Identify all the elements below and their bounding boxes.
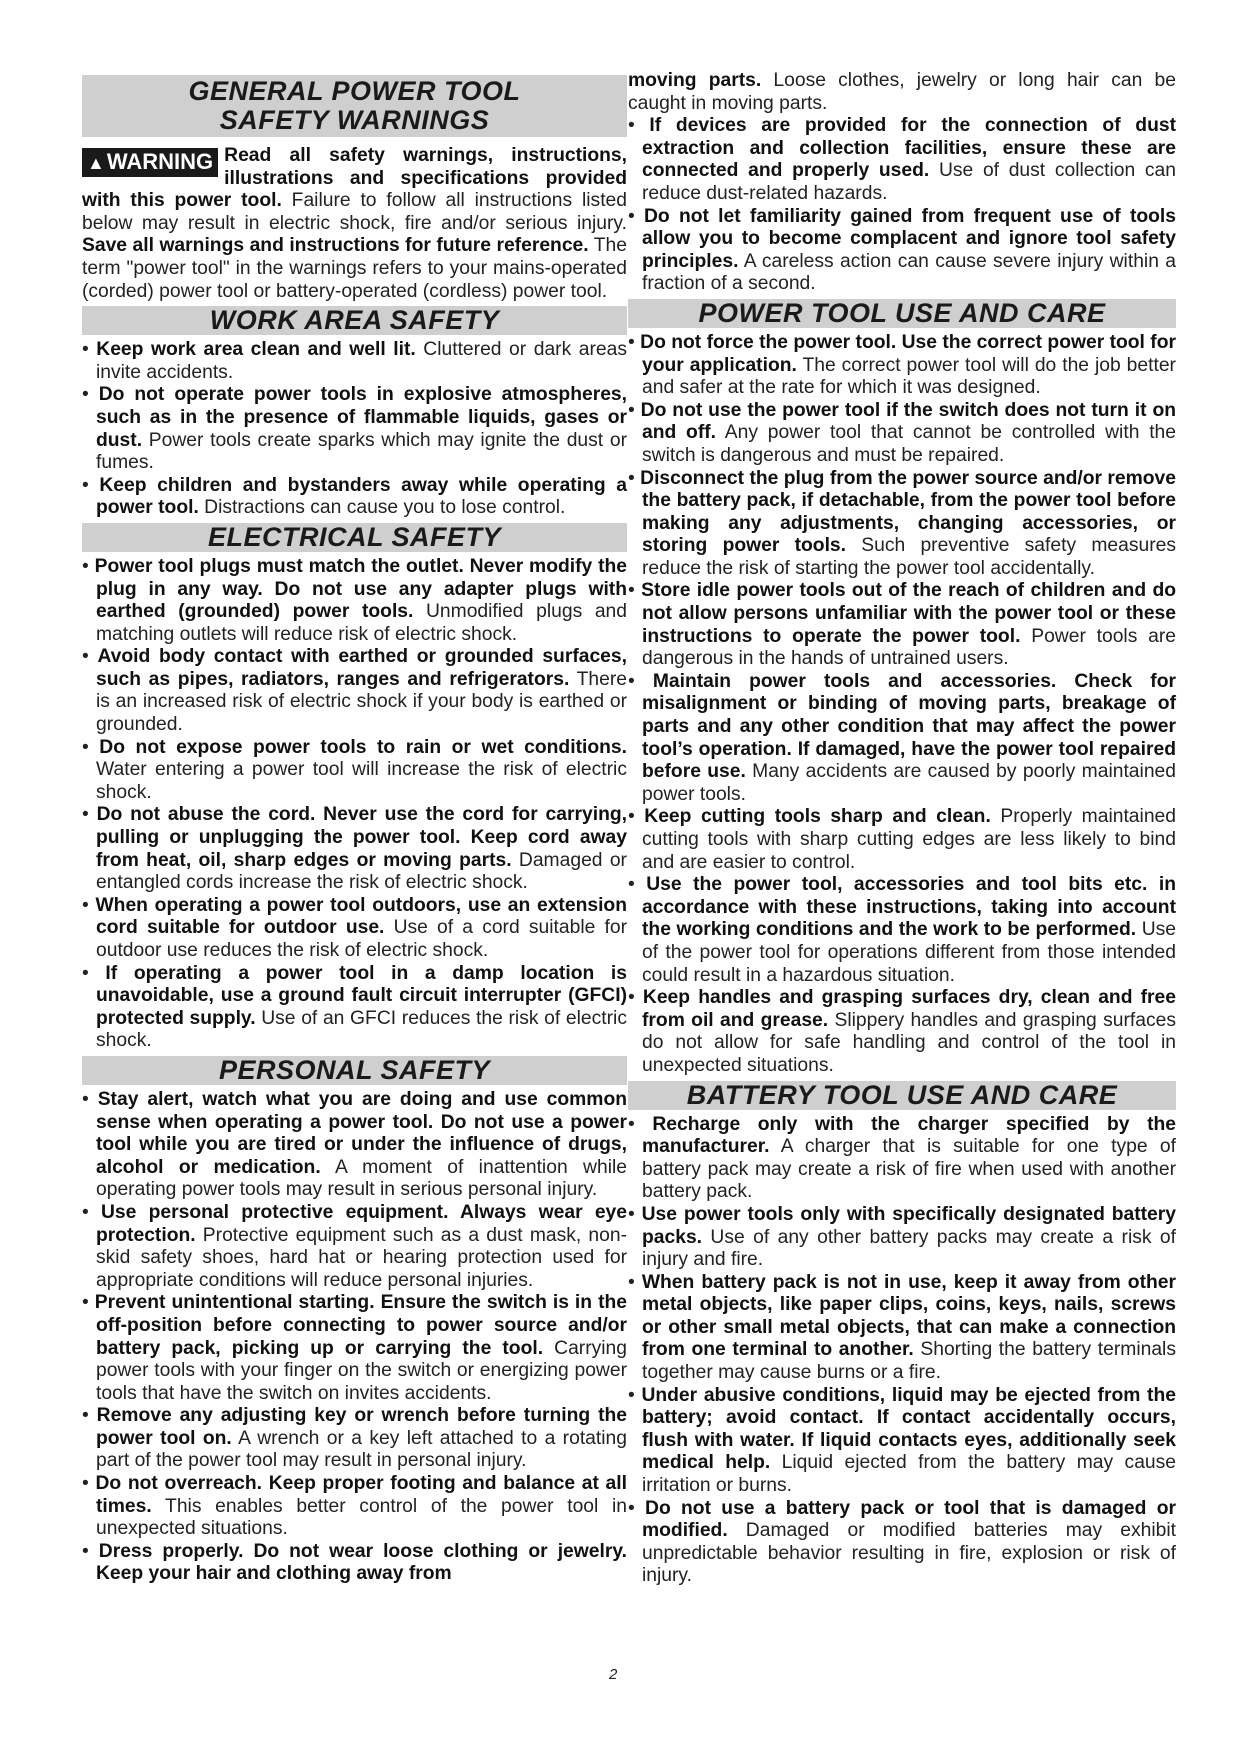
bullet-bold-text: Do not let familiarity gained from frequent use of tools allow you to become complacent and ignore tool safety principles. [642, 205, 1176, 272]
bullet-item [82, 1473, 627, 1541]
general-title-line-2: SAFETY WARNINGS [219, 105, 490, 135]
bullet-text: Shorting the battery terminals together may cause burns or a fire. [642, 1339, 1176, 1384]
bullet-text: Any power tool that cannot be controlled with the switch is dangerous and must be repaired. [642, 422, 1176, 466]
bullet-text: Protective equipment such as a dust mask, non-skid safety shoes, hard hat or hearing protection used for appropriate conditions will reduce personal injuries. [96, 1224, 627, 1291]
bullet-text: A careless action can cause severe injury within a fraction of a second. [642, 250, 1176, 295]
general-title-line-1: GENERAL POWER TOOL [188, 76, 521, 106]
bullet-bold-text: Do not use a battery pack or tool that is damaged or modified. [642, 1497, 1177, 1542]
bullet-text: The correct power tool will do the job better and safer at the rate for which it was designed. [642, 354, 1176, 399]
personal-list [82, 1089, 627, 1586]
bullet-dot-icon: • [628, 467, 641, 489]
bullet-bold-text: Do not force the power tool. Use the correct power tool for your application. [640, 331, 1176, 376]
bullet-text: Unmodified plugs and matching outlets will reduce risk of electric shock. [96, 601, 627, 645]
bullet-text: Use of a cord suitable for outdoor use reduces the risk of electric shock. [96, 917, 627, 961]
bullet-bold-text: When battery pack is not in use, keep it away from other metal objects, like paper clips, coins, keys, nails, screws or other small metal objects, that can make a connection from one terminal to another. [641, 1271, 1177, 1361]
bullet-text: Many accidents are caused by poorly maintained power tools. [642, 761, 1176, 805]
battery-tool-use-banner: BATTERY TOOL USE AND CARE [628, 1081, 1176, 1110]
bullet-bold-text: Maintain power tools and accessories. Check for misalignment or binding of moving parts, breakage of parts and any other condition that may affect the power tool’s operation. If damaged, have the power tool repaired before use. [642, 670, 1177, 783]
bullet-dot-icon: • [628, 1113, 653, 1135]
bullet-item [628, 1204, 1176, 1272]
bullet-item [628, 1498, 1176, 1588]
bullet-text: Use of the power tool for operations different from those intended could result in a hazardous situation. [642, 919, 1176, 986]
bullet-bold-text: Dress properly. Do not wear loose clothing or jewelry. Keep your hair and clothing away from [96, 1540, 628, 1585]
bullet-dot-icon: • [628, 1497, 646, 1519]
bullet-text: Use of an GFCI reduces the risk of electric shock. [96, 1007, 627, 1052]
bullet-text: A charger that is suitable for one type of battery pack may create a risk of fire when used with another battery pack. [642, 1136, 1176, 1203]
bullet-item [82, 1541, 627, 1586]
bullet-dot-icon: • [82, 1292, 95, 1314]
bullet-dot-icon: • [628, 987, 643, 1009]
bullet-item [82, 963, 627, 1053]
power-tool-use-banner: POWER TOOL USE AND CARE [628, 299, 1176, 328]
bullet-item [628, 332, 1176, 400]
bullet-dot-icon: • [628, 874, 647, 896]
bullet-dot-icon: • [82, 474, 100, 496]
warning-badge: ▲WARNING [82, 148, 218, 177]
work-area-banner: WORK AREA SAFETY [82, 306, 627, 335]
bullet-dot-icon: • [82, 962, 106, 984]
bullet-bold-text: Remove any adjusting key or wrench before turning the power tool on. [96, 1405, 628, 1449]
bullet-dot-icon: • [82, 736, 100, 758]
bullet-dot-icon: • [628, 1384, 642, 1406]
bullet-dot-icon: • [82, 1473, 96, 1495]
bullet-dot-icon: • [82, 804, 97, 826]
bullet-dot-icon: • [628, 115, 650, 137]
bullet-text: A moment of inattention while operating power tools may result in serious personal injury. [96, 1156, 627, 1201]
bullet-item [628, 400, 1176, 468]
bullet-dot-icon: • [82, 384, 99, 406]
bullet-bold-text: Use personal protective equipment. Always wear eye protection. [96, 1201, 628, 1246]
bullet-bold-text: Keep work area clean and well lit. [96, 339, 416, 361]
personal-continuation: moving parts. Loose clothes, jewelry or long hair can be caught in moving parts. [628, 70, 1176, 114]
bullet-item [628, 1272, 1176, 1385]
bullet-dot-icon: • [628, 1203, 642, 1225]
bullet-dot-icon: • [628, 1271, 642, 1293]
bullet-text: There is an increased risk of electric shock if your body is earthed or grounded. [96, 668, 627, 736]
bullet-bold-text: Store idle power tools out of the reach of children and do not allow persons unfamiliar with the power tool or these instructions to operate the power tool. [641, 580, 1177, 647]
battery-tool-use-list [628, 1114, 1176, 1588]
bullet-bold-text: Keep children and bystanders away while operating a power tool. [96, 474, 627, 519]
bullet-bold-text: Power tool plugs must match the outlet. Never modify the plug in any way. Do not use any adapter plugs with earthed (grounded) power tools. [94, 555, 628, 623]
bullet-text: This enables better control of the power tool in unexpected situations. [96, 1495, 627, 1540]
bullet-item [82, 737, 627, 805]
personal-banner: PERSONAL SAFETY [82, 1056, 627, 1085]
general-safety-banner [82, 75, 627, 137]
bullet-text: Carrying power tools with your finger on the switch or energizing power tools that have the switch on invites accidents. [96, 1337, 628, 1404]
bullet-item [628, 987, 1176, 1077]
bullet-dot-icon: • [628, 399, 641, 421]
bullet-item [628, 1385, 1176, 1498]
bullet-bold-text: Under abusive conditions, liquid may be ejected from the battery; avoid contact. If contact accidentally occurs, flush with water. If liquid contacts eyes, additionally seek medical help. [641, 1384, 1176, 1474]
left-column [82, 72, 627, 1586]
bullet-dot-icon: • [82, 339, 97, 361]
power-tool-use-list [628, 332, 1176, 1078]
bullet-text: Use of dust collection can reduce dust-related hazards. [642, 160, 1176, 204]
bullet-item [628, 671, 1176, 807]
bullet-bold-text: Stay alert, watch what you are doing and use common sense when operating a power tool. Do not use a power tool while you are tired or under the influence of drugs, alcohol or medication. [96, 1088, 627, 1178]
bullet-bold-text: When operating a power tool outdoors, use an extension cord suitable for outdoor use. [95, 894, 627, 939]
bullet-item [82, 1089, 627, 1202]
bullet-item [82, 895, 627, 963]
warning-bold: Read all safety warnings, instructions, illustrations and specifications provided with this power tool. [82, 145, 627, 212]
work-area-list [82, 339, 627, 520]
bullet-item [82, 1405, 627, 1473]
electrical-list [82, 556, 627, 1053]
bullet-item [82, 646, 627, 736]
bullet-dot-icon: • [628, 205, 644, 227]
bullet-dot-icon: • [628, 331, 641, 353]
bullet-dot-icon: • [82, 555, 95, 577]
bullet-item [628, 206, 1176, 296]
bullet-bold-text: Keep cutting tools sharp and clean. [644, 806, 991, 828]
bullet-item [82, 556, 627, 646]
bullet-bold-text: Prevent unintentional starting. Ensure the switch is in the off-position before connecting to power source and/or battery pack, picking up or carrying the tool. [94, 1292, 627, 1359]
bullet-bold-text: Disconnect the plug from the power source and/or remove the battery pack, if detachable, from the power tool before making any adjustments, changing accessories, or storing power tools. [640, 467, 1177, 557]
bullet-bold-text: If devices are provided for the connection of dust extraction and collection facilities, ensure these are connected and properly used. [642, 115, 1176, 182]
bullet-item [82, 1292, 627, 1405]
bullet-bold-text: Do not abuse the cord. Never use the cord for carrying, pulling or unplugging the power tool. Keep cord away from heat, oil, sharp edges or moving parts. [96, 804, 627, 871]
bullet-text: Damaged or modified batteries may exhibit unpredictable behavior resulting in fire, explosion or risk of injury. [642, 1520, 1176, 1587]
page-number: 2 [609, 1666, 618, 1683]
bullet-text: Cluttered or dark areas invite accidents. [96, 339, 627, 383]
bullet-dot-icon: • [82, 646, 98, 668]
bullet-bold-text: Avoid body contact with earthed or grounded surfaces, such as pipes, radiators, ranges and refrigerators. [96, 646, 627, 690]
bullet-item [82, 804, 627, 894]
bullet-text: Power tools are dangerous in the hands of untrained users. [642, 625, 1176, 670]
bullet-item [82, 1202, 627, 1292]
bullet-item [628, 468, 1176, 581]
electrical-banner: ELECTRICAL SAFETY [82, 523, 627, 552]
bullet-dot-icon: • [628, 580, 642, 602]
bullet-dot-icon: • [628, 806, 645, 828]
bullet-text: Such preventive safety measures reduce the risk of starting the power tool accidentally. [642, 535, 1177, 579]
bullet-bold-text: Use the power tool, accessories and tool bits etc. in accordance with these instructions, taking into account the working conditions and the work to be performed. [642, 874, 1176, 941]
bullet-item [82, 475, 627, 520]
bullet-text: Use of any other battery packs may create a risk of injury and fire. [642, 1226, 1176, 1271]
bullet-bold-text: Do not operate power tools in explosive atmospheres, such as in the presence of flammable liquids, gases or dust. [96, 384, 628, 451]
bullet-text: Water entering a power tool will increase the risk of electric shock. [96, 759, 627, 803]
bullet-dot-icon: • [628, 670, 653, 692]
bullet-text: Liquid ejected from the battery may cause irritation or burns. [642, 1452, 1177, 1497]
bullet-dot-icon: • [82, 1088, 98, 1110]
bullet-dot-icon: • [82, 1405, 97, 1427]
bullet-dot-icon: • [82, 1201, 101, 1223]
bullet-text: Damaged or entangled cords increase the risk of electric shock. [96, 849, 627, 894]
bullet-bold-text: Do not expose power tools to rain or wet conditions. [99, 736, 627, 758]
warning-triangle-icon: ▲ [87, 153, 105, 173]
personal-cont-list [628, 115, 1176, 296]
bullet-text: Slippery handles and grasping surfaces do not allow for safe handling and control of the tool in unexpected situations. [642, 1009, 1176, 1076]
bullet-dot-icon: • [82, 1540, 99, 1562]
bullet-text: Distractions can cause you to lose control. [198, 497, 566, 519]
bullet-item [628, 580, 1176, 670]
bullet-bold-text: Do not use the power tool if the switch does not turn it on and off. [640, 399, 1176, 444]
bullet-item [628, 806, 1176, 874]
bullet-bold-text: Keep handles and grasping surfaces dry, clean and free from oil and grease. [642, 987, 1177, 1031]
bullet-item [628, 1114, 1176, 1204]
bullet-bold-text: Use power tools only with specifically designated battery packs. [641, 1203, 1177, 1248]
bullet-text: Power tools create sparks which may ignite the dust or fumes. [96, 429, 627, 474]
bullet-dot-icon: • [82, 894, 96, 916]
bullet-item [82, 384, 627, 474]
bullet-item [628, 874, 1176, 987]
bullet-bold-text: Do not overreach. Keep proper footing and balance at all times. [95, 1473, 627, 1517]
bullet-item [628, 115, 1176, 205]
bullet-text: A wrench or a key left attached to a rotating part of the power tool may result in personal injury. [96, 1427, 627, 1472]
bullet-bold-text: Recharge only with the charger specified by the manufacturer. [642, 1113, 1177, 1158]
bullet-item [82, 339, 627, 384]
warning-paragraph: ▲WARNING Read all safety warnings, instructions, illustrations and specifications provided with this power tool. Failure to follow all instructions listed below may result in electric shock, fire and/or serious injury. Save all warnings and instructions for future reference. The term "power tool" in the warnings refers to your mains-operated (corded) power tool or battery-operated (cordless) power tool. [82, 145, 628, 302]
bullet-bold-text: If operating a power tool in a damp location is unavoidable, use a ground fault circuit interrupter (GFCI) protected supply. [96, 962, 627, 1029]
bullet-text: Properly maintained cutting tools with sharp cutting edges are less likely to bind and are easier to control. [642, 806, 1176, 873]
right-column [628, 70, 1176, 1588]
